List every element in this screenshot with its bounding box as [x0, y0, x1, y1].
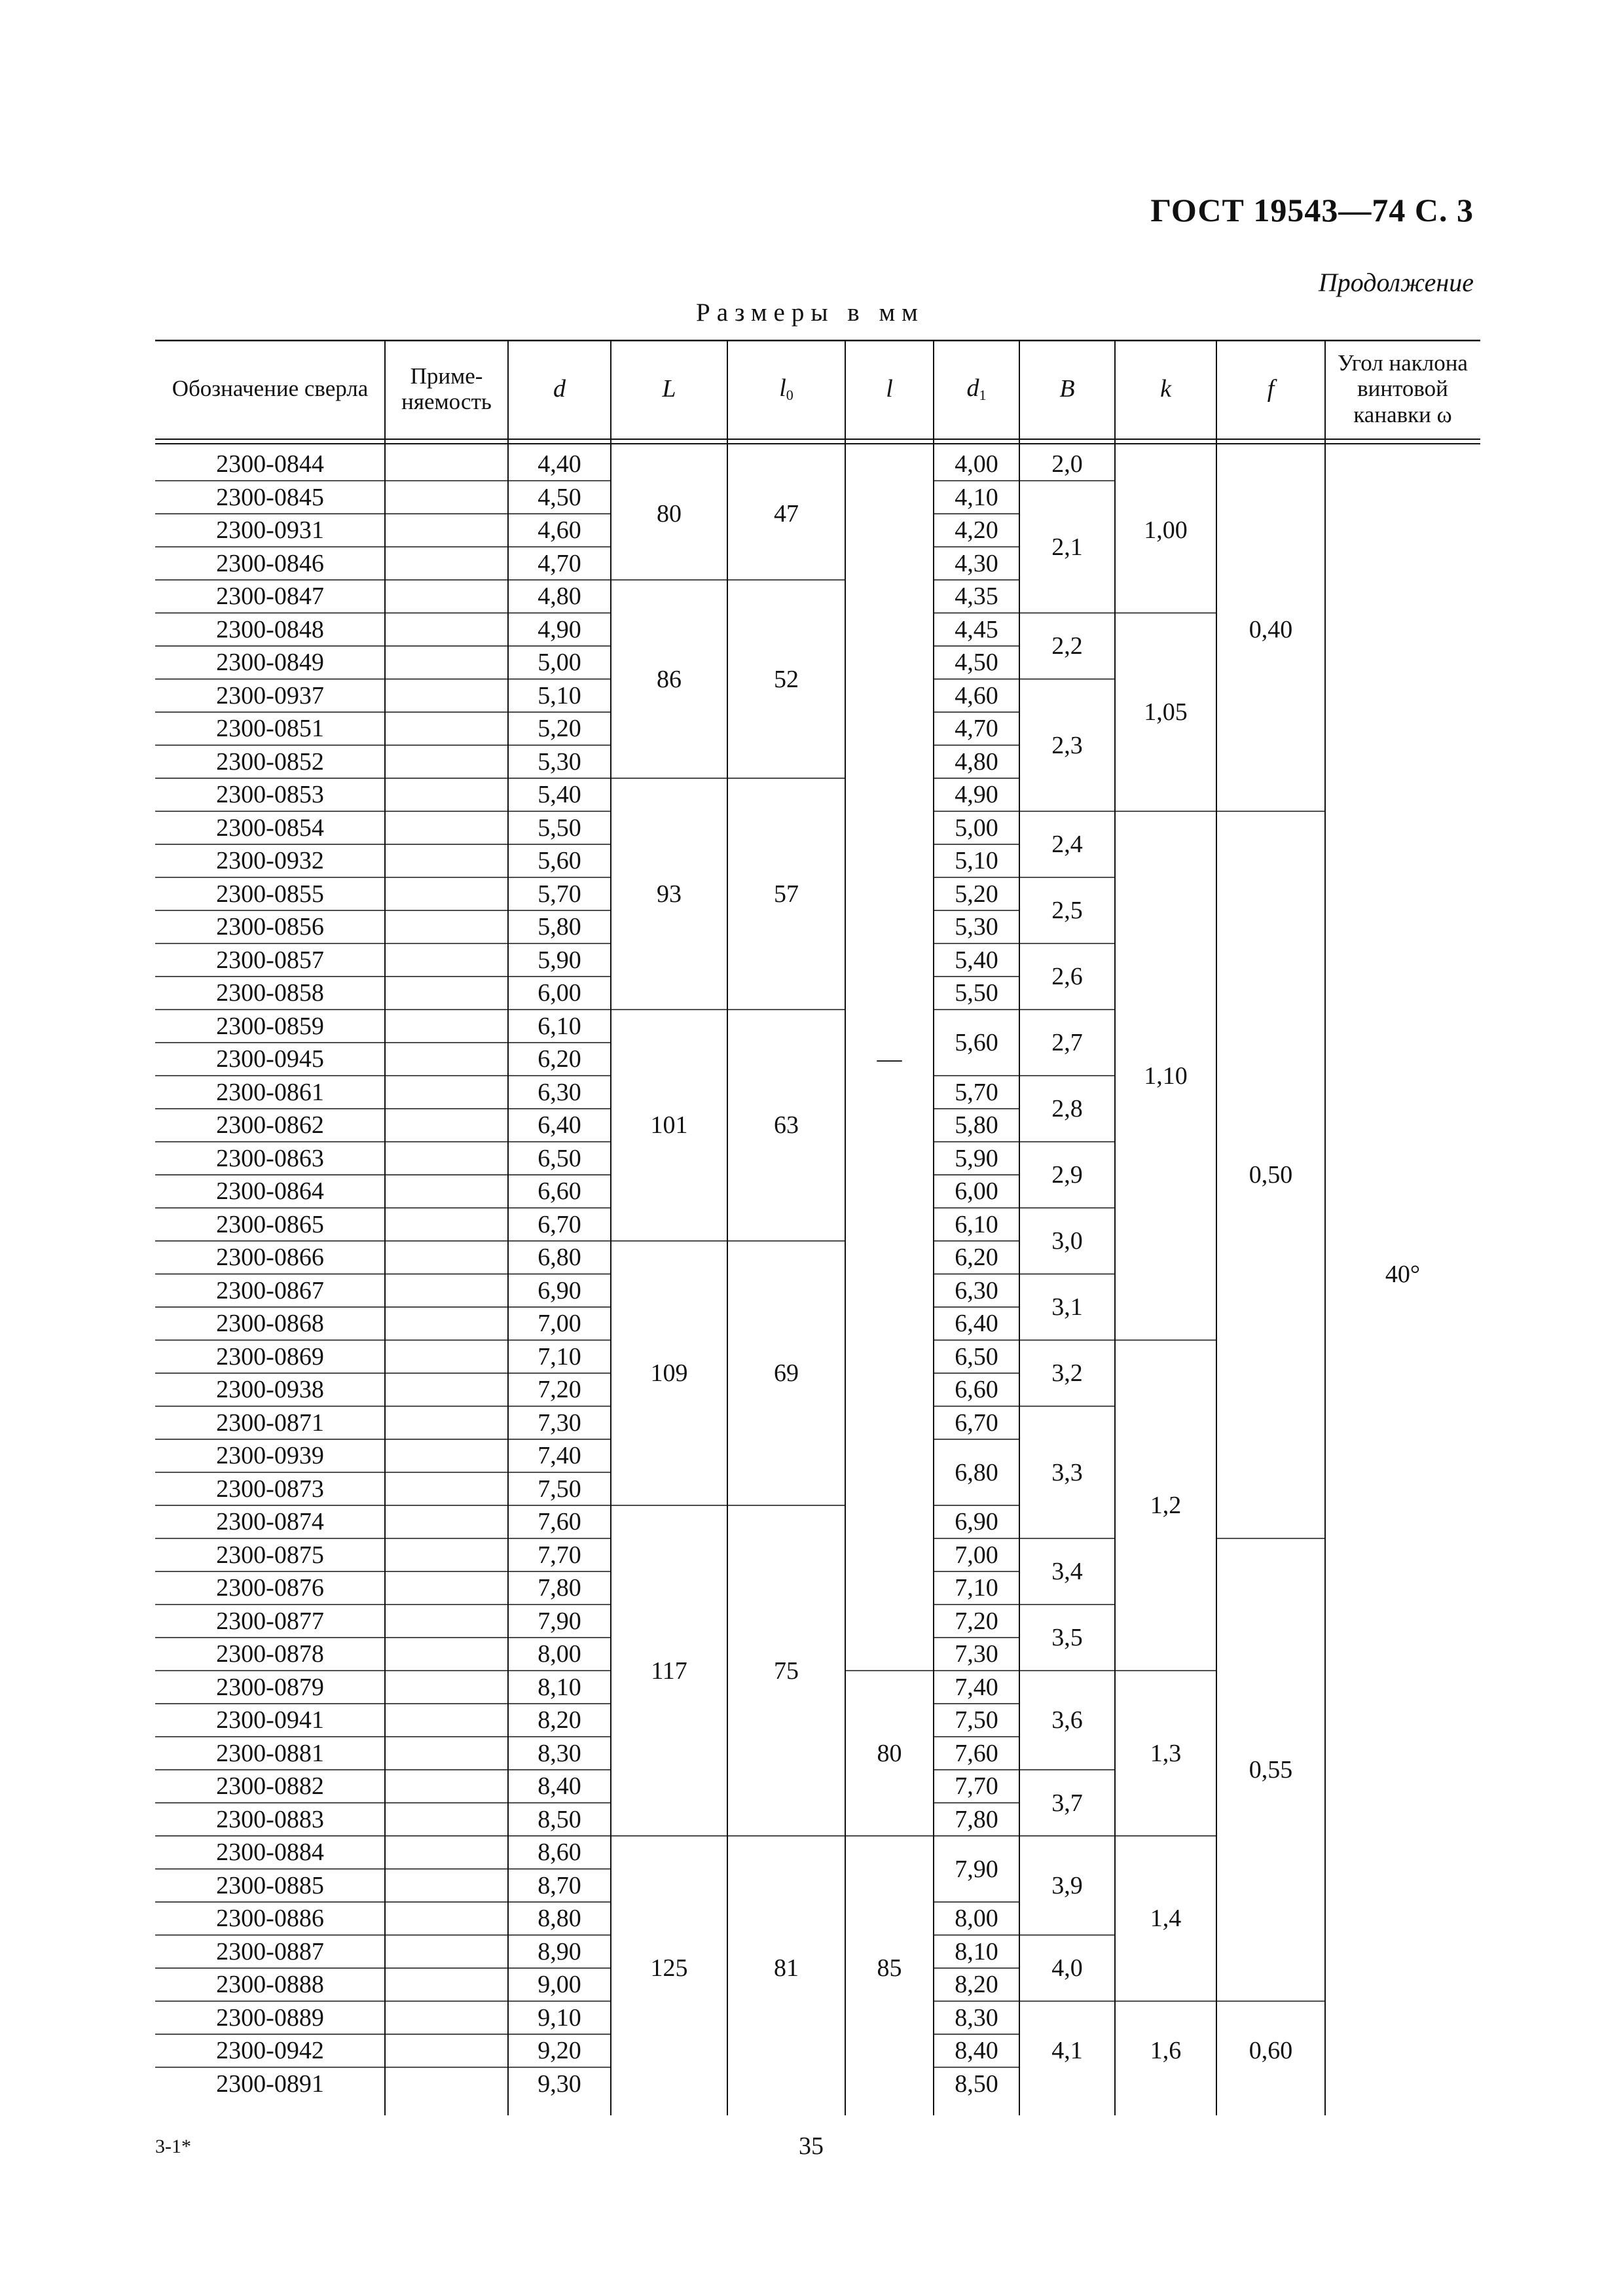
header-l0-subscript: 0: [786, 386, 793, 403]
d1-cell: 8,10: [955, 1937, 998, 1965]
designation-cell: 2300-0938: [216, 1376, 324, 1404]
designation-cell: 2300-0864: [216, 1177, 324, 1206]
d1-cell: 7,80: [955, 1805, 998, 1833]
designation-cell: 2300-0855: [216, 880, 324, 908]
B-cell: 3,1: [1051, 1293, 1083, 1321]
header-l: l: [886, 374, 893, 403]
d1-cell: 6,80: [955, 1458, 998, 1486]
d-cell: 8,30: [538, 1739, 581, 1767]
designation-cell: 2300-0844: [216, 450, 324, 478]
designation-cell: 2300-0945: [216, 1045, 324, 1073]
k-cell: 1,6: [1150, 2037, 1182, 2065]
k-cell: 1,10: [1144, 1062, 1188, 1090]
d-cell: 8,40: [538, 1772, 581, 1801]
header-L: L: [662, 374, 676, 403]
designation-cell: 2300-0854: [216, 814, 324, 842]
l0-cell: 47: [774, 500, 799, 528]
d1-cell: 4,60: [955, 681, 998, 709]
d-cell: 7,30: [538, 1408, 581, 1437]
designation-cell: 2300-0891: [216, 2070, 324, 2098]
d-cell: 7,80: [538, 1574, 581, 1602]
header-B: B: [1059, 374, 1075, 403]
designation-cell: 2300-0889: [216, 2003, 324, 2032]
k-cell: 1,2: [1150, 1492, 1182, 1519]
d1-cell: 7,90: [955, 1855, 998, 1883]
d1-cell: 6,40: [955, 1310, 998, 1338]
designation-cell: 2300-0856: [216, 913, 324, 941]
designation-cell: 2300-0863: [216, 1144, 324, 1172]
B-cell: 2,6: [1051, 963, 1083, 990]
l0-cell: 75: [774, 1657, 799, 1685]
d-cell: 6,40: [538, 1111, 581, 1139]
d-cell: 9,00: [538, 1971, 581, 1999]
drill-dimensions-table: [155, 340, 1480, 2115]
d-cell: 5,00: [538, 649, 581, 677]
d1-cell: 8,20: [955, 1971, 998, 1999]
designation-cell: 2300-0888: [216, 1971, 324, 1999]
d-cell: 6,10: [538, 1012, 581, 1040]
d-cell: 5,50: [538, 814, 581, 842]
d-cell: 8,60: [538, 1839, 581, 1867]
d1-cell: 4,30: [955, 549, 998, 577]
header-l0: $l_0$: [779, 374, 793, 403]
d-cell: 9,10: [538, 2003, 581, 2032]
header-f: f: [1267, 374, 1275, 403]
d-cell: 6,20: [538, 1045, 581, 1073]
designation-cell: 2300-0874: [216, 1508, 324, 1536]
d1-cell: 4,50: [955, 649, 998, 677]
header-designation: Обозначение сверла: [172, 376, 369, 402]
header-k: k: [1160, 374, 1171, 403]
L-cell: 80: [657, 500, 682, 528]
d-cell: 6,30: [538, 1078, 581, 1106]
header-helix-angle: Угол наклона винтовой канавки ω: [1338, 350, 1468, 427]
B-cell: 3,9: [1051, 1871, 1083, 1899]
B-cell: 2,7: [1051, 1029, 1083, 1056]
d-cell: 8,10: [538, 1673, 581, 1701]
d1-cell: 8,40: [955, 2037, 998, 2065]
B-cell: 2,5: [1051, 897, 1083, 924]
L-cell: 117: [651, 1657, 687, 1685]
helix-angle-cell: 40°: [1385, 1260, 1421, 1288]
d-cell: 6,90: [538, 1276, 581, 1304]
d-cell: 8,00: [538, 1640, 581, 1668]
k-cell: 1,4: [1150, 1905, 1182, 1933]
d1-cell: 8,30: [955, 2003, 998, 2032]
B-cell: 2,2: [1051, 632, 1083, 660]
l-cell: —: [877, 1045, 902, 1073]
d-cell: 8,70: [538, 1871, 581, 1899]
header-d1-subscript: 1: [979, 386, 987, 403]
d1-cell: 6,00: [955, 1177, 998, 1206]
footer-code: 3-1*: [155, 2136, 191, 2157]
d-cell: 4,90: [538, 615, 581, 643]
d1-cell: 4,70: [955, 715, 998, 743]
L-cell: 93: [657, 880, 682, 908]
designation-cell: 2300-0931: [216, 516, 324, 545]
d-cell: 5,40: [538, 781, 581, 809]
d-cell: 4,40: [538, 450, 581, 478]
designation-cell: 2300-0886: [216, 1905, 324, 1933]
d-cell: 8,20: [538, 1706, 581, 1734]
designation-cell: 2300-0879: [216, 1673, 324, 1701]
d1-cell: 6,30: [955, 1276, 998, 1304]
B-cell: 2,3: [1051, 731, 1083, 759]
units-caption: Размеры в мм: [696, 298, 924, 327]
d1-cell: 5,10: [955, 847, 998, 875]
d1-cell: 5,20: [955, 880, 998, 908]
B-cell: 3,6: [1051, 1706, 1083, 1734]
d1-cell: 4,10: [955, 483, 998, 511]
B-cell: 4,0: [1051, 1954, 1083, 1982]
designation-cell: 2300-0939: [216, 1442, 324, 1470]
designation-cell: 2300-0851: [216, 715, 324, 743]
page-number: 35: [799, 2132, 824, 2160]
d1-cell: 8,50: [955, 2070, 998, 2098]
d1-cell: 7,10: [955, 1574, 998, 1602]
designation-cell: 2300-0866: [216, 1244, 324, 1272]
d-cell: 5,60: [538, 847, 581, 875]
d1-cell: 6,10: [955, 1210, 998, 1238]
designation-cell: 2300-0862: [216, 1111, 324, 1139]
designation-cell: 2300-0858: [216, 979, 324, 1007]
designation-cell: 2300-0867: [216, 1276, 324, 1304]
designation-cell: 2300-0861: [216, 1078, 324, 1106]
designation-cell: 2300-0849: [216, 649, 324, 677]
designation-cell: 2300-0881: [216, 1739, 324, 1767]
f-cell: 0,55: [1249, 1756, 1293, 1784]
B-cell: 2,0: [1051, 450, 1083, 478]
d1-cell: 4,90: [955, 781, 998, 809]
d-cell: 8,80: [538, 1905, 581, 1933]
d-cell: 7,60: [538, 1508, 581, 1536]
B-cell: 2,9: [1051, 1161, 1083, 1189]
B-cell: 3,3: [1051, 1458, 1083, 1486]
f-cell: 0,60: [1249, 2037, 1293, 2065]
d1-cell: 6,20: [955, 1244, 998, 1272]
f-cell: 0,40: [1249, 615, 1293, 643]
designation-cell: 2300-0942: [216, 2037, 324, 2065]
d1-cell: 6,90: [955, 1508, 998, 1536]
d1-cell: 4,20: [955, 516, 998, 545]
designation-cell: 2300-0871: [216, 1408, 324, 1437]
d-cell: 4,60: [538, 516, 581, 545]
designation-cell: 2300-0873: [216, 1475, 324, 1503]
designation-cell: 2300-0865: [216, 1210, 324, 1238]
d-cell: 7,20: [538, 1376, 581, 1404]
designation-cell: 2300-0848: [216, 615, 324, 643]
l0-cell: 81: [774, 1954, 799, 1982]
L-cell: 101: [650, 1111, 688, 1139]
d1-cell: 5,30: [955, 913, 998, 941]
table-cells: [155, 340, 1480, 2115]
designation-cell: 2300-0877: [216, 1607, 324, 1635]
d1-cell: 4,00: [955, 450, 998, 478]
f-cell: 0,50: [1249, 1161, 1293, 1189]
designation-cell: 2300-0859: [216, 1012, 324, 1040]
d-cell: 7,70: [538, 1541, 581, 1569]
d1-cell: 7,70: [955, 1772, 998, 1801]
d1-cell: 5,90: [955, 1144, 998, 1172]
header-d: d: [553, 374, 566, 403]
d-cell: 6,80: [538, 1244, 581, 1272]
d-cell: 5,20: [538, 715, 581, 743]
d-cell: 6,50: [538, 1144, 581, 1172]
designation-cell: 2300-0853: [216, 781, 324, 809]
l0-cell: 63: [774, 1111, 799, 1139]
designation-cell: 2300-0941: [216, 1706, 324, 1734]
l-cell: 85: [877, 1954, 902, 1982]
B-cell: 3,5: [1051, 1624, 1083, 1651]
d-cell: 4,80: [538, 583, 581, 611]
designation-cell: 2300-0852: [216, 747, 324, 776]
designation-cell: 2300-0868: [216, 1310, 324, 1338]
d1-cell: 7,20: [955, 1607, 998, 1635]
L-cell: 125: [650, 1954, 688, 1982]
k-cell: 1,00: [1144, 516, 1188, 545]
d1-cell: 7,30: [955, 1640, 998, 1668]
B-cell: 3,4: [1051, 1558, 1083, 1585]
d-cell: 9,20: [538, 2037, 581, 2065]
B-cell: 2,4: [1051, 831, 1083, 858]
d1-cell: 5,60: [955, 1029, 998, 1056]
l0-cell: 57: [774, 880, 799, 908]
d1-cell: 5,00: [955, 814, 998, 842]
designation-cell: 2300-0876: [216, 1574, 324, 1602]
d-cell: 6,60: [538, 1177, 581, 1206]
d-cell: 5,90: [538, 946, 581, 974]
d-cell: 9,30: [538, 2070, 581, 2098]
d-cell: 8,50: [538, 1805, 581, 1833]
designation-cell: 2300-0887: [216, 1937, 324, 1965]
k-cell: 1,3: [1150, 1739, 1182, 1767]
d1-cell: 7,60: [955, 1739, 998, 1767]
designation-cell: 2300-0937: [216, 681, 324, 709]
k-cell: 1,05: [1144, 698, 1188, 726]
B-cell: 3,2: [1051, 1359, 1083, 1387]
d1-cell: 6,50: [955, 1342, 998, 1371]
L-cell: 86: [657, 665, 682, 693]
d-cell: 7,40: [538, 1442, 581, 1470]
d-cell: 5,80: [538, 913, 581, 941]
B-cell: 2,1: [1051, 533, 1083, 561]
d-cell: 4,50: [538, 483, 581, 511]
header-d1: $d_1$: [966, 374, 987, 403]
designation-cell: 2300-0847: [216, 583, 324, 611]
d-cell: 7,00: [538, 1310, 581, 1338]
designation-cell: 2300-0885: [216, 1871, 324, 1899]
d1-cell: 7,00: [955, 1541, 998, 1569]
d1-cell: 5,80: [955, 1111, 998, 1139]
l0-cell: 69: [774, 1359, 799, 1387]
d-cell: 5,10: [538, 681, 581, 709]
d1-cell: 8,00: [955, 1905, 998, 1933]
designation-cell: 2300-0882: [216, 1772, 324, 1801]
header-applicability: Приме- няемость: [401, 363, 492, 414]
B-cell: 3,7: [1051, 1789, 1083, 1817]
designation-cell: 2300-0846: [216, 549, 324, 577]
d-cell: 6,00: [538, 979, 581, 1007]
d1-cell: 5,70: [955, 1078, 998, 1106]
d1-cell: 7,40: [955, 1673, 998, 1701]
B-cell: 4,1: [1051, 2037, 1083, 2065]
designation-cell: 2300-0857: [216, 946, 324, 974]
d1-cell: 6,60: [955, 1376, 998, 1404]
d-cell: 6,70: [538, 1210, 581, 1238]
d-cell: 7,90: [538, 1607, 581, 1635]
d-cell: 8,90: [538, 1937, 581, 1965]
d1-cell: 4,80: [955, 747, 998, 776]
page-header: ГОСТ 19543—74 С. 3: [1150, 192, 1474, 228]
designation-cell: 2300-0869: [216, 1342, 324, 1371]
d-cell: 4,70: [538, 549, 581, 577]
d-cell: 5,30: [538, 747, 581, 776]
designation-cell: 2300-0884: [216, 1839, 324, 1867]
d1-cell: 6,70: [955, 1408, 998, 1437]
designation-cell: 2300-0845: [216, 483, 324, 511]
designation-cell: 2300-0875: [216, 1541, 324, 1569]
l-cell: 80: [877, 1739, 902, 1767]
B-cell: 2,8: [1051, 1095, 1083, 1122]
L-cell: 109: [650, 1359, 688, 1387]
B-cell: 3,0: [1051, 1227, 1083, 1255]
d1-cell: 4,45: [955, 615, 998, 643]
d1-cell: 7,50: [955, 1706, 998, 1734]
d-cell: 7,50: [538, 1475, 581, 1503]
continuation-label: Продолжение: [1318, 268, 1474, 297]
designation-cell: 2300-0883: [216, 1805, 324, 1833]
d-cell: 5,70: [538, 880, 581, 908]
d-cell: 7,10: [538, 1342, 581, 1371]
l0-cell: 52: [774, 665, 799, 693]
designation-cell: 2300-0932: [216, 847, 324, 875]
designation-cell: 2300-0878: [216, 1640, 324, 1668]
d1-cell: 4,35: [955, 583, 998, 611]
d1-cell: 5,40: [955, 946, 998, 974]
d1-cell: 5,50: [955, 979, 998, 1007]
